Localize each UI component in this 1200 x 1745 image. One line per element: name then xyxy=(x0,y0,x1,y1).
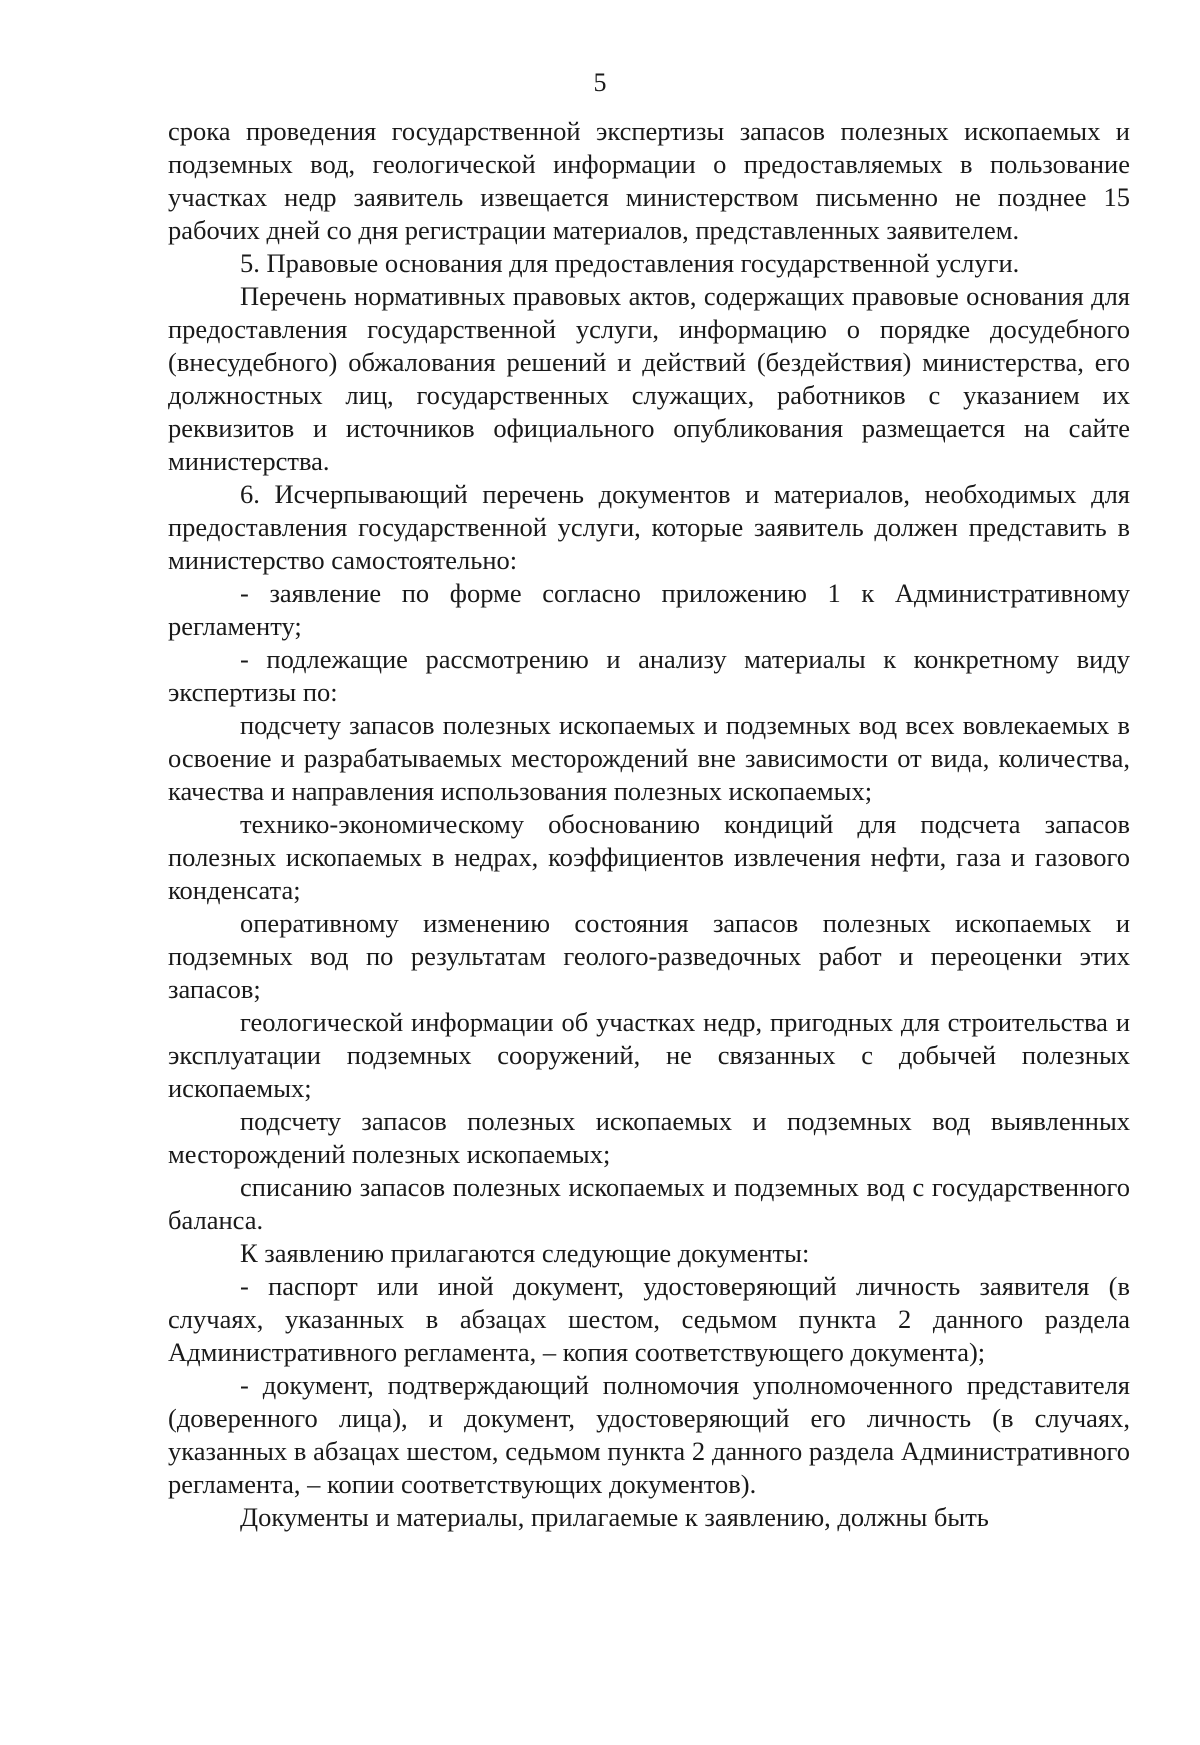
section-heading-documents-list: 6. Исчерпывающий перечень документов и материалов, необходимых для предоставления государственной услуги, которые заявитель должен представить в министерство самостоятельно: xyxy=(168,479,1130,575)
sub-list-item: подсчету запасов полезных ископаемых и подземных вод всех вовлекаемых в освоение и разрабатываемых месторождений вне зависимости от вида, количества, качества и направления использования полезных ископаемых; xyxy=(168,710,1130,806)
list-item: - заявление по форме согласно приложению 1 к Административному регламенту; xyxy=(168,578,1130,641)
sub-list-item: списанию запасов полезных ископаемых и подземных вод с государственного баланса. xyxy=(168,1172,1130,1235)
paragraph: К заявлению прилагаются следующие документы: xyxy=(240,1238,810,1268)
sub-list-item: геологической информации об участках недр, пригодных для строительства и эксплуатации подземных сооружений, не связанных с добычей полезных ископаемых; xyxy=(168,1007,1130,1103)
paragraph: Перечень нормативных правовых актов, содержащих правовые основания для предоставления государственной услуги, информацию о порядке досудебного (внесудебного) обжалования решений и действий (бездействия) министерства, его должностных лиц, государственных служащих, работников с указанием их реквизитов и источников официального опубликования размещается на сайте министерства. xyxy=(168,281,1130,476)
paragraph: Документы и материалы, прилагаемые к заявлению, должны быть xyxy=(240,1502,989,1532)
sub-list-item: подсчету запасов полезных ископаемых и подземных вод выявленных месторождений полезных ископаемых; xyxy=(168,1106,1130,1169)
section-heading-legal-basis: 5. Правовые основания для предоставления государственной услуги. xyxy=(240,248,1020,278)
list-item: - подлежащие рассмотрению и анализу материалы к конкретному виду экспертизы по: xyxy=(168,644,1130,707)
document-body xyxy=(168,115,1130,1534)
sub-list-item: оперативному изменению состояния запасов полезных ископаемых и подземных вод по результатам геолого-разведочных работ и переоценки этих запасов; xyxy=(168,908,1130,1004)
list-item: - паспорт или иной документ, удостоверяющий личность заявителя (в случаях, указанных в абзацах шестом, седьмом пункта 2 данного раздела Административного регламента, – копия соответствующего документа); xyxy=(168,1271,1130,1367)
paragraph: срока проведения государственной экспертизы запасов полезных ископаемых и подземных вод, геологической информации о предоставляемых в пользование участках недр заявитель извещается министерством письменно не позднее 15 рабочих дней со дня регистрации материалов, представленных заявителем. xyxy=(168,116,1130,245)
sub-list-item: технико-экономическому обоснованию кондиций для подсчета запасов полезных ископаемых в недрах, коэффициентов извлечения нефти, газа и газового конденсата; xyxy=(168,809,1130,905)
page-number: 5 xyxy=(593,68,607,97)
list-item: - документ, подтверждающий полномочия уполномоченного представителя (доверенного лица), и документ, удостоверяющий его личность (в случаях, указанных в абзацах шестом, седьмом пункта 2 данного раздела Административного регламента, – копии соответствующих документов). xyxy=(168,1370,1130,1499)
